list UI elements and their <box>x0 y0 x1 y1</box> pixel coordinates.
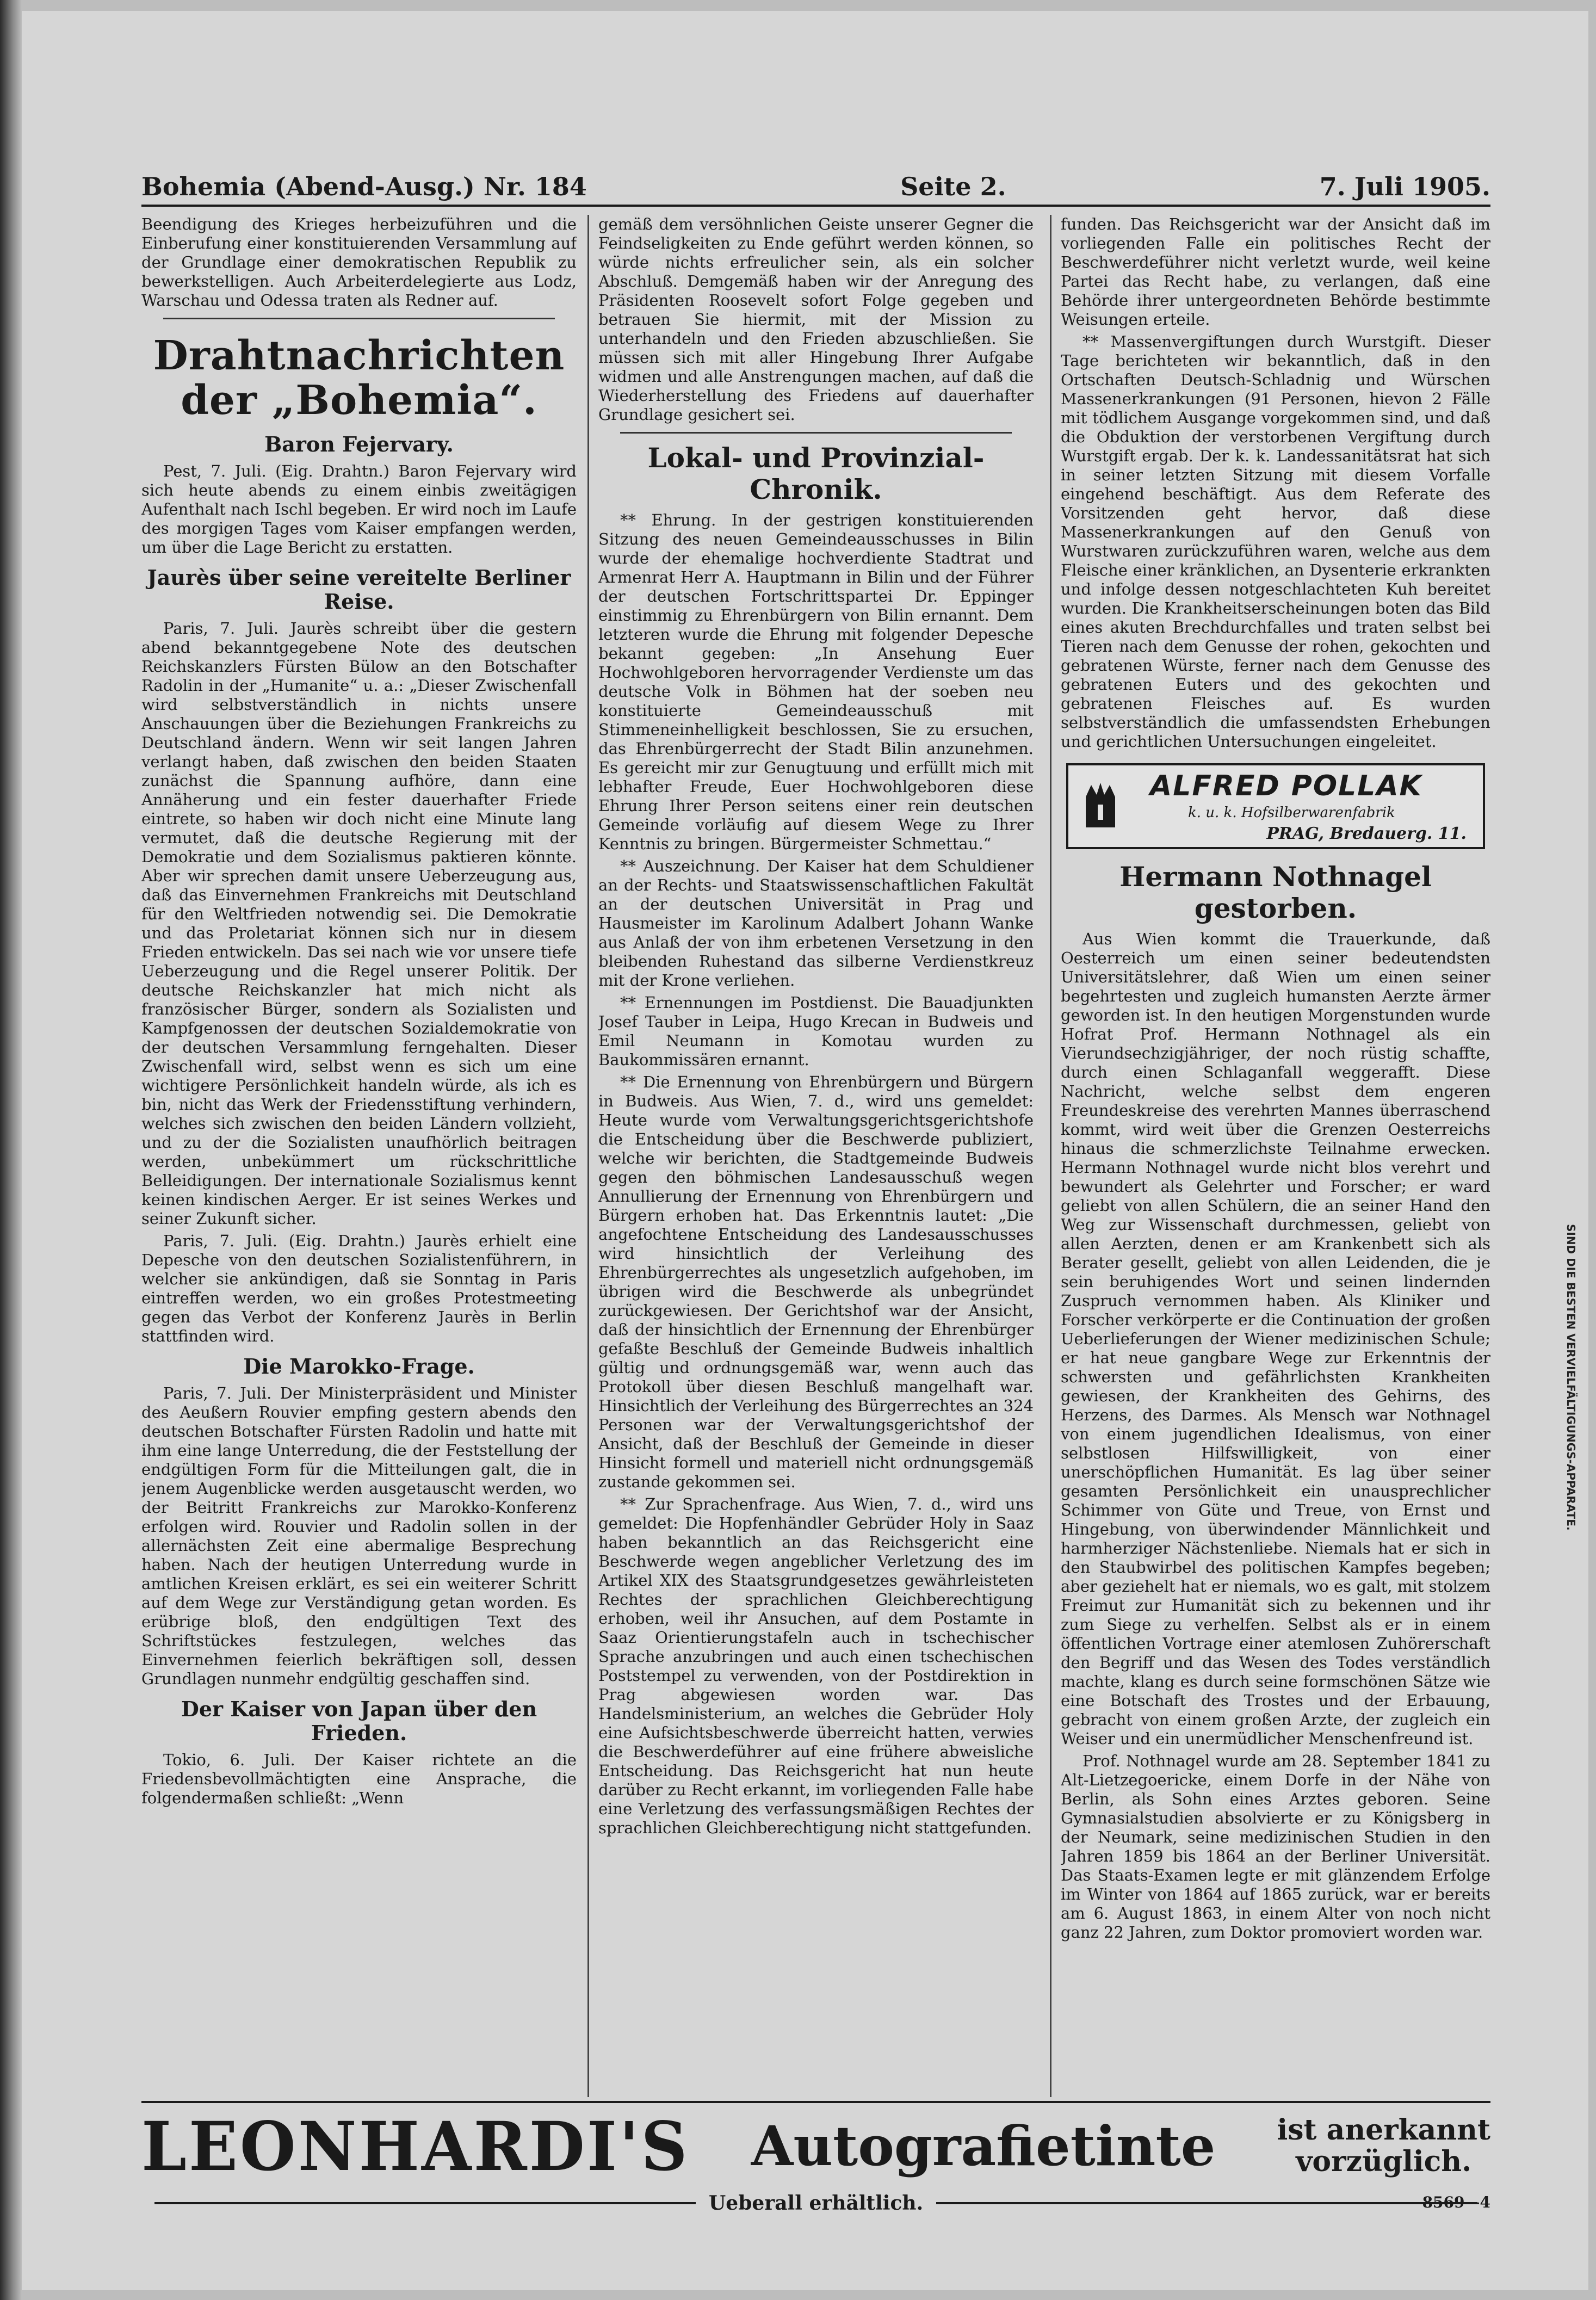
article-nothnagel-bio: Prof. Nothnagel wurde am 28. September 1841 zu Alt-Lietzegoericke, einem Dorfe in der Nähe von Berlin, als Sohn eines Arztes geboren. Seine Gymnasialstudien absolvierte er zu Königsberg in der Neumark, seine medizinischen Studien in den Jahren 1859 bis 1864 an der Berliner Universität. Das Staats-Examen legte er mit glänzendem Erfolge im Winter von 1864 auf 1865 zurück, war er bereits am 6. August 1863, in einem Alter von noch nicht ganz 22 Jahren, zum Doktor promoviert worden war. <box>1061 1752 1490 1942</box>
col1-intro: Beendigung des Krieges herbeizuführen und die Einberufung einer konstituierenden Versammlung auf der Grundlage einer demokratischen Republik zu bewerkstelligen. Auch Arbeiterdelegierte aus Lodz, Warschau und Odessa traten als Redner auf. <box>141 215 577 310</box>
ad-claim-line1: ist anerkannt <box>1277 2113 1490 2147</box>
rule <box>163 318 555 319</box>
ad-company-subtitle: k. u. k. Hofsilberwarenfabrik <box>1188 805 1395 821</box>
ad-code: 8569—4 <box>1422 2193 1490 2211</box>
article-heading-japan: Der Kaiser von Japan über den Frieden. <box>181 1697 537 1745</box>
article-heading-fejervary: Baron Fejervary. <box>264 432 454 456</box>
column-3 <box>1061 215 1490 2097</box>
rule <box>620 432 1012 434</box>
col2-continuation: gemäß dem versöhnlichen Geiste unserer Gegner die Feindseligkeiten zu Ende geführt werden können, so würde nichts erfreulicher sein, als ein solcher Abschluß. Demgemäß haben wir der Anregung des Präsidenten Roosevelt sofort Folge gegeben und betrauen Sie hiermit, mit der Mission zu unterhandeln und den Frieden abzuschließen. Sie müssen sich mit aller Hingebung Ihrer Aufgabe widmen und alle Anstrengungen machen, auf daß die Wiederherstellung des Friedens auf dauerhafter Grundlage gesichert sei. <box>598 215 1034 424</box>
article-jaures-1: Paris, 7. Juli. Jaurès schreibt über die gestern abend bekanntgegebene Note des deutschen Reichskanzlers Fürsten Bülow an den Botschafter Radolin in der „Humanite“ u. a.: „Dieser Zwischenfall wird selbstverständlich in nichts unsere Anschauungen über die Beziehungen Frankreichs zu Deutschland ändern. Wenn wir seit langen Jahren verlangt haben, daß zwischen den beiden Staaten zunächst die Spannung aufhöre, dann eine Annäherung und ein fester dauerhafter Friede eintrete, so haben wir doch nicht eine Minute lang vermutet, daß die deutsche Regierung mit der Demokratie und dem Sozialismus paktieren könnte. Aber wir sprechen damit unsere Ueberzeugung aus, daß das Einvernehmen Frankreichs mit Deutschland für den Weltfrieden notwendig sei. Die Demokratie und das Proletariat können sich nur in diesem Frieden entwickeln. Das sei nach wie vor unsere tiefe Ueberzeugung und die Regel unserer Politik. Der deutsche Reichskanzler hat mich nicht als französischer Bürger, sondern als Sozialisten und Kampfgenossen der deutschen Sozialdemokratie von der deutschen Versammlung ferngehalten. Dieser Zwischenfall wird, selbst wenn es sich um eine wichtigere Persönlichkeit handeln würde, als ich es bin, nicht das Werk der Friedensstiftung verhindern, welches sich zwischen den beiden Ländern vollzieht, und zu der die Sozialisten unaufhörlich beitragen werden, unbekümmert um rückschrittliche Belleidigungen. Der internationale Sozialismus kennt keinen kindischen Aerger. Er ist seines Werkes und seiner Zukunft sicher. <box>141 619 577 1228</box>
column-divider-2 <box>1050 215 1051 2097</box>
ad-company-name: ALFRED POLLAK <box>1150 770 1422 802</box>
header-page-number: Seite 2. <box>900 172 1006 201</box>
article-wurstgift: ** Massenvergiftungen durch Wurstgift. Dieser Tage berichteten wir bekanntlich, daß in den Ortschaften Deutsch-Schladnig und Würschen Massenerkrankungen (91 Personen, hievon 2 Fälle mit tödlichem Ausgange vorgekommen sind, und daß die Obduktion der verstorbenen Vergiftung durch Wurstgift ergab. Der k. k. Landessanitätsrat hat sich in seiner letzten Sitzung mit diesem Vorfalle eingehend beschäftigt. Aus dem Referate des Vorsitzenden geht hervor, daß diese Massenerkrankungen auf den Genuß von Wurstwaren zurückzuführen waren, welche aus dem Fleische einer kränklichen, an Dysenterie erkrankten und infolge dessen notgeschlachteten Kuh bereitet wurden. Die Krankheitserscheinungen boten das Bild eines akuten Brechdurchfalles und traten selbst bei Tieren nach dem Genusse der rohen, gekochten und gebratenen Würste, ferner nach dem Genusse des gebratenen Euters und des gekochten und gebratenen Fleisches auf. Es wurden selbstverständlich die umfassendsten Erhebungen und gerichtlichen Untersuchungen eingeleitet. <box>1061 332 1490 751</box>
article-marokko: Paris, 7. Juli. Der Ministerpräsident und Minister des Aeußern Rouvier empfing gestern abends den deutschen Botschafter Fürsten Radolin und hatte mit ihm eine lange Unterredung, die der Feststellung der endgültigen Form für die Mitteilungen galt, die in jenem Augenblicke werden ausgetauscht werden, wo der Beitritt Frankreichs zur Marokko-Konferenz erfolgen wird. Rouvier und Radolin sollen in der allernächsten Zeit eine abermalige Besprechung haben. Nach der heutigen Unterredung wurde in amtlichen Kreisen erklärt, es sei ein weiterer Schritt auf dem Wege zur Verständigung getan worden. Es erübrige bloß, den endgültigen Text des Schriftstückes festzulegen, welches das Einvernehmen feierlich bekräftigen soll, dessen Grundlagen nunmehr endgültig geschaffen sind. <box>141 1384 577 1688</box>
header-date: 7. Juli 1905. <box>1319 172 1490 201</box>
article-japan: Tokio, 6. Juli. Der Kaiser richtete an die Friedensbevollmächtigten eine Ansprache, die folgendermaßen schließt: „Wenn <box>141 1751 577 1807</box>
header-publication: Bohemia (Abend-Ausg.) Nr. 184 <box>141 172 587 201</box>
advertisement-footer <box>141 2187 1490 2219</box>
article-ehrung: ** Ehrung. In der gestrigen konstituierenden Sitzung des neuen Gemeindeausschusses in Bilin wurde der ehemalige hochverdiente Stadtrat und Armenrat Herr A. Hauptmann in Bilin und der Führer der deutschen Fortschrittspartei Dr. Eppinger einstimmig zu Ehrenbürgern von Bilin ernannt. Dem letzteren wurde die Ehrung mit folgender Depesche bekannt gegeben: „In Ansehung Euer Hochwohlgeboren hervorragender Verdienste um das deutsche Volk in Böhmen hat der soeben neu konstituierte Gemeindeausschuß mit Stimmeneinhelligkeit beschlossen, Sie zu ersuchen, das Ehrenbürgerrecht der Stadt Bilin anzunehmen. Es gereicht mir zur Genugtuung und erfüllt mich mit lebhafter Freude, Euer Hochwohlgeboren diese Ehrung Ihrer Person seitens einer rein deutschen Gemeinde vorläufig auf diesem Wege zu Ihrer Kenntnis zu bringen. Bürgermeister Schmettau.“ <box>598 511 1034 853</box>
ad-brand: LEONHARDI'S <box>141 2106 690 2186</box>
article-heading-marokko: Die Marokko-Frage. <box>243 1354 475 1378</box>
rule <box>154 2202 696 2204</box>
article-budweis: ** Die Ernennung von Ehrenbürgern und Bürgern in Budweis. Aus Wien, 7. d., wird uns gemeldet: Heute wurde vom Verwaltungsgerichtsgerichtshofe die Entscheidung über die Beschwerde publiziert, welche wir berichten, die Stadtgemeinde Budweis gegen den böhmischen Landesausschuß wegen Annullierung der Ernennung von Ehrenbürgern und Bürgern erhoben hat. Das Erkenntnis lautet: „Die angefochtene Entscheidung des Landesausschusses wird hinsichtlich der Verleihung des Ehrenbürgerrechtes als ungesetzlich aufgehoben, im übrigen wird die Beschwerde als unbegründet zurückgewiesen. Der Gerichtshof war der Ansicht, daß der hinsichtlich der Ernennung der Ehrenbürger gefaßte Beschluß der Gemeinde Budweis inhaltlich gültig und ordnungsgemäß war, wenn auch das Protokoll über diesen Beschluß mangelhaft war. Hinsichtlich der Verleihung des Bürgerrechtes an 324 Personen war der Verwaltungsgerichtshof der Ansicht, daß der Beschluß der Gemeinde in dieser Hinsicht formell und materiell nicht ordnungsgemäß zustande gekommen sei. <box>598 1073 1034 1491</box>
article-auszeichnung: ** Auszeichnung. Der Kaiser hat dem Schuldiener an der Rechts- und Staatswissenschaftlichen Fakultät an der deutschen Universität in Prag und Hausmeister im Karolinum Adalbert Johann Wanke aus Anlaß der von ihm erbetenen Versetzung in den bleibenden Ruhestand das silberne Verdienstkreuz mit der Krone verliehen. <box>598 857 1034 990</box>
ad-footer-text: Ueberall erhältlich. <box>708 2192 924 2215</box>
bottom-ad-rule <box>141 2101 1490 2103</box>
book-spine-shadow <box>0 0 22 2300</box>
pollak-crown-logo-icon <box>1081 781 1119 830</box>
article-nothnagel: Aus Wien kommt die Trauerkunde, daß Oesterreich um einen seiner bedeutendsten Universitätslehrer, daß Wien um einen seiner begehrtesten und zugleich humansten Aerzte ärmer geworden ist. In den heutigen Morgenstunden wurde Hofrat Prof. Hermann Nothnagel als ein Vierundsechzigjähriger, der noch rüstig schaffte, durch einen Schlaganfall weggerafft. Diese Nachricht, welche selbst dem engeren Freundeskreise des verehrten Mannes überraschend kommt, wird weit über die Grenzen Oesterreichs hinaus die schmerzlichste Teilnahme erwecken. Hermann Nothnagel wurde nicht blos verehrt und bewundert als Gelehrter und Forscher; er ward geliebt von allen Schülern, die an seiner Hand den Weg zur Wissenschaft durchmessen, geliebt von allen Aerzten, denen er am Krankenbett sich als Berater gesellt, geliebt von allen Leidenden, die je sein beruhigendes Wort und seinen lindernden Zuspruch vernommen haben. Als Kliniker und Forscher verkörperte er die Continuation der großen Ueberlieferungen der Wiener medizinischen Schule; er hat neue gangbare Wege zur Erkenntnis der schwersten und gefährlichsten Krankheiten gewiesen, der Krankheiten des Gehirns, des Herzens, des Darmes. Als Mensch war Nothnagel von einem jugendlichen Idealismus, von einer selbstlosen Hilfswilligkeit, von einer unerschöpflichen Humanität. Es lag über seiner gesamten Persönlichkeit ein unausprechlicher Schimmer von Güte und Treue, von Ernst und Hingebung, von überwindender Männlichkeit und harmherziger Nächstenliebe. Niemals hat er sich in den Staubwirbel des politischen Kampfes begeben; aber geziehelt hat er niemals, wo es galt, mit stolzem Freimut zur Humanität sich zu bekennen und ihr zum Siege zu verhelfen. Selbst als er in einem öffentlichen Vortrage einer atemlosen Zuhörerschaft den Begriff und das Wesen des Todes verständlich machte, klang es durch seine formschönen Sätze wie eine Botschaft des Trostes und der Erbauung, gebracht von einem großen Arzte, der zugleich ein Weiser und ein unermüdlicher Menschenfreund ist. <box>1061 930 1490 1748</box>
ad-product: Autografietinte <box>751 2114 1216 2178</box>
column-1 <box>141 215 577 2097</box>
rule <box>936 2202 1477 2204</box>
column-divider-1 <box>587 215 589 2097</box>
article-heading-jaures: Jaurès über seine vereitelte Berliner Reise. <box>147 565 571 614</box>
article-sprachenfrage: ** Zur Sprachenfrage. Aus Wien, 7. d., wird uns gemeldet: Die Hopfenhändler Gebrüder Holy in Saaz haben bekanntlich an das Reichsgericht eine Beschwerde wegen angeblicher Verletzung des im Artikel XIX des Staatsgrundgesetzes gewährleisteten Rechtes der sprachlichen Gleichberechtigung erhoben, weil ihr Ansuchen, auf dem Postamte in Saaz Orientierungstafeln auch in tschechischer Sprache anzubringen und auch einen tschechischen Poststempel zu verwenden, von der Postdirektion in Prag abgewiesen worden war. Das Handelsministerium, an welches die Gebrüder Holy eine Aufsichtsbeschwerde überreicht hatten, verwies die Beschwerdeführer auf eine frühere abweisliche Entscheidung. Das Reichsgericht hat nun heute darüber zu Recht erkannt, im vorliegenden Falle habe eine Verletzung des verfassungsmäßigen Rechtes der sprachlichen Gleichberechtigung nicht stattgefunden. <box>598 1495 1034 1837</box>
column-2 <box>598 215 1034 2097</box>
advertisement-pollak <box>1066 763 1485 849</box>
article-jaures-2: Paris, 7. Juli. (Eig. Drahtn.) Jaurès erhielt eine Depesche von den deutschen Sozialistenführern, in welcher sie ankündigen, daß sie Sonntag in Paris eintreffen werden, wo ein großes Protestmeeting gegen das Verbot der Konferenz Jaurès in Berlin stattfinden wird. <box>141 1232 577 1345</box>
section-masthead-lokal: Lokal- und Provinzial-Chronik. <box>647 442 985 505</box>
margin-vertical-text: SIND DIE BESTEN VERVIELFÄLTIGUNGS-APPARATE. <box>1564 1224 1578 1531</box>
ad-claim <box>1277 2114 1490 2178</box>
section-masthead-drahtnachrichten: Drahtnachrichten der „Bohemia“. <box>153 332 565 424</box>
ad-company-address: PRAG, Bredauerg. 11. <box>1266 824 1467 843</box>
ad-claim-line2: vorzüglich. <box>1296 2145 1472 2178</box>
col3-continuation: funden. Das Reichsgericht war der Ansicht daß im vorliegenden Falle ein politisches Recht der Beschwerdeführer nicht verletzt wurde, weil keine Partei das Recht habe, zu verlangen, daß eine Behörde ihrer untergeordneten Behörde bestimmte Weisungen erteile. <box>1061 215 1490 329</box>
article-fejervary: Pest, 7. Juli. (Eig. Drahtn.) Baron Fejervary wird sich heute abends zu einem einbis zweitägigen Aufenthalt nach Ischl begeben. Er wird noch im Laufe des morgigen Tages vom Kaiser empfangen werden, um über die Lage Bericht zu erstatten. <box>141 462 577 557</box>
page-header <box>141 163 1490 201</box>
advertisement-leonhardi <box>141 2106 1490 2186</box>
article-postdienst: ** Ernennungen im Postdienst. Die Bauadjunkten Josef Tauber in Leipa, Hugo Krecan in Budweis und Emil Neumann in Komotau wurden zu Baukommissären ernannt. <box>598 993 1034 1069</box>
header-rule <box>141 205 1490 207</box>
article-heading-nothnagel: Hermann Nothnagel gestorben. <box>1119 861 1432 924</box>
